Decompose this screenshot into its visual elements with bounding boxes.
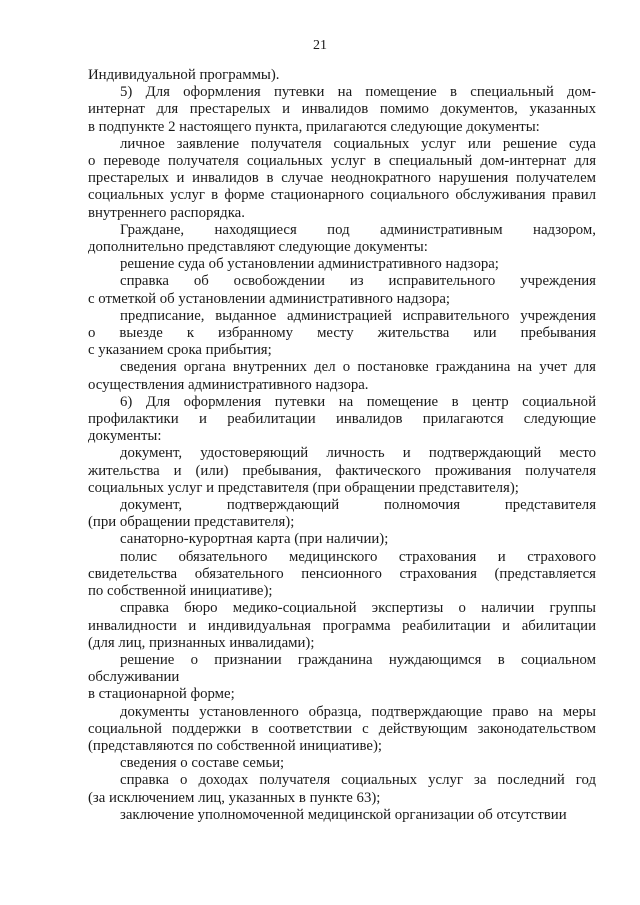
paragraph <box>88 308 596 360</box>
document-body <box>88 67 596 824</box>
text-line: в подпункте 2 настоящего пункта, прилагаются следующие документы: <box>88 118 540 135</box>
text-line: (за исключением лиц, указанных в пункте 63); <box>88 789 381 806</box>
paragraph <box>88 531 596 548</box>
paragraph <box>88 394 596 446</box>
text-line: социальных услуг в форме стационарного социального обслуживания правил <box>88 187 596 204</box>
text-line: интернат для престарелых и инвалидов помимо документов, указанных <box>88 101 596 118</box>
paragraph <box>88 359 596 393</box>
text-line: по собственной инициативе); <box>88 583 273 600</box>
page-number: 21 <box>313 38 327 53</box>
text-line: жительства и (или) пребывания, фактического проживания получателя <box>88 462 596 479</box>
text-line: справка о доходах получателя социальных услуг за последний год <box>120 772 596 789</box>
text-line: санаторно-курортная карта (при наличии); <box>120 531 389 548</box>
text-line: дополнительно представляют следующие документы: <box>88 239 428 256</box>
text-line: заключение уполномоченной медицинской организации об отсутствии <box>120 806 567 823</box>
text-line: Индивидуальной программы). <box>88 67 280 83</box>
paragraph <box>88 652 596 686</box>
text-line: документ, удостоверяющий личность и подтверждающий место <box>120 445 596 462</box>
text-line: внутреннего распорядка. <box>88 204 245 221</box>
text-line: обслуживании <box>88 669 180 686</box>
text-line: полис обязательного медицинского страхования и страхового <box>120 548 596 565</box>
text-line: свидетельства обязательного пенсионного страхования (представляется <box>88 565 596 582</box>
text-line: решение суда об установлении административного надзора; <box>120 256 499 273</box>
paragraph <box>88 549 596 601</box>
text-line: 6) Для оформления путевки на помещение в центр социальной <box>120 393 596 410</box>
text-line: о переводе получателя социальных услуг в специальный дом-интернат для <box>88 153 596 170</box>
text-line: сведения органа внутренних дел о постановке гражданина на учет для <box>120 359 596 376</box>
text-line: Граждане, находящиеся под административным надзором, <box>120 221 596 238</box>
text-line: профилактики и реабилитации инвалидов прилагаются следующие <box>88 411 596 428</box>
paragraph <box>88 273 596 307</box>
paragraph <box>88 497 596 531</box>
text-line: (представляются по собственной инициативе); <box>88 737 383 754</box>
paragraph <box>88 445 596 497</box>
text-line: осуществления административного надзора. <box>88 376 369 393</box>
text-line: предписание, выданное администрацией исправительного учреждения <box>120 307 596 324</box>
paragraph <box>88 755 596 772</box>
paragraph <box>88 807 596 824</box>
text-line: инвалидности и индивидуальная программа реабилитации и абилитации <box>88 617 596 634</box>
text-line: документы установленного образца, подтверждающие право на меры <box>120 703 596 720</box>
paragraph <box>88 600 596 652</box>
text-line: решение о признании гражданина нуждающимся в социальном <box>120 651 596 668</box>
text-line: справка об освобождении из исправительного учреждения <box>120 273 596 290</box>
paragraph <box>88 84 596 136</box>
text-line: документ, подтверждающий полномочия представителя <box>120 497 596 514</box>
text-line: документы: <box>88 428 162 445</box>
text-line: с отметкой об установлении административного надзора; <box>88 290 451 307</box>
text-line: личное заявление получателя социальных услуг или решение суда <box>120 135 596 152</box>
text-line: с указанием срока прибытия; <box>88 342 272 359</box>
paragraph <box>88 67 596 84</box>
text-line: сведения о составе семьи; <box>120 755 285 772</box>
text-line: о выезде к избранному месту жительства или пребывания <box>88 325 596 342</box>
text-line: (при обращении представителя); <box>88 514 295 531</box>
text-line: (для лиц, признанных инвалидами); <box>88 634 315 651</box>
text-line: 5) Для оформления путевки на помещение в специальный дом- <box>120 84 596 101</box>
paragraph <box>88 256 596 273</box>
text-line: престарелых и инвалидов в случае неоднократного нарушения получателем <box>88 170 596 187</box>
text-line: справка бюро медико-социальной экспертизы о наличии группы <box>120 600 596 617</box>
paragraph <box>88 136 596 222</box>
text-line: социальной поддержки в соответствии с действующим законодательством <box>88 720 596 737</box>
paragraph <box>88 772 596 806</box>
paragraph <box>88 686 596 703</box>
paragraph <box>88 222 596 256</box>
text-line: социальных услуг и представителя (при обращении представителя); <box>88 479 519 496</box>
paragraph <box>88 704 596 756</box>
text-line: в стационарной форме; <box>88 686 235 703</box>
